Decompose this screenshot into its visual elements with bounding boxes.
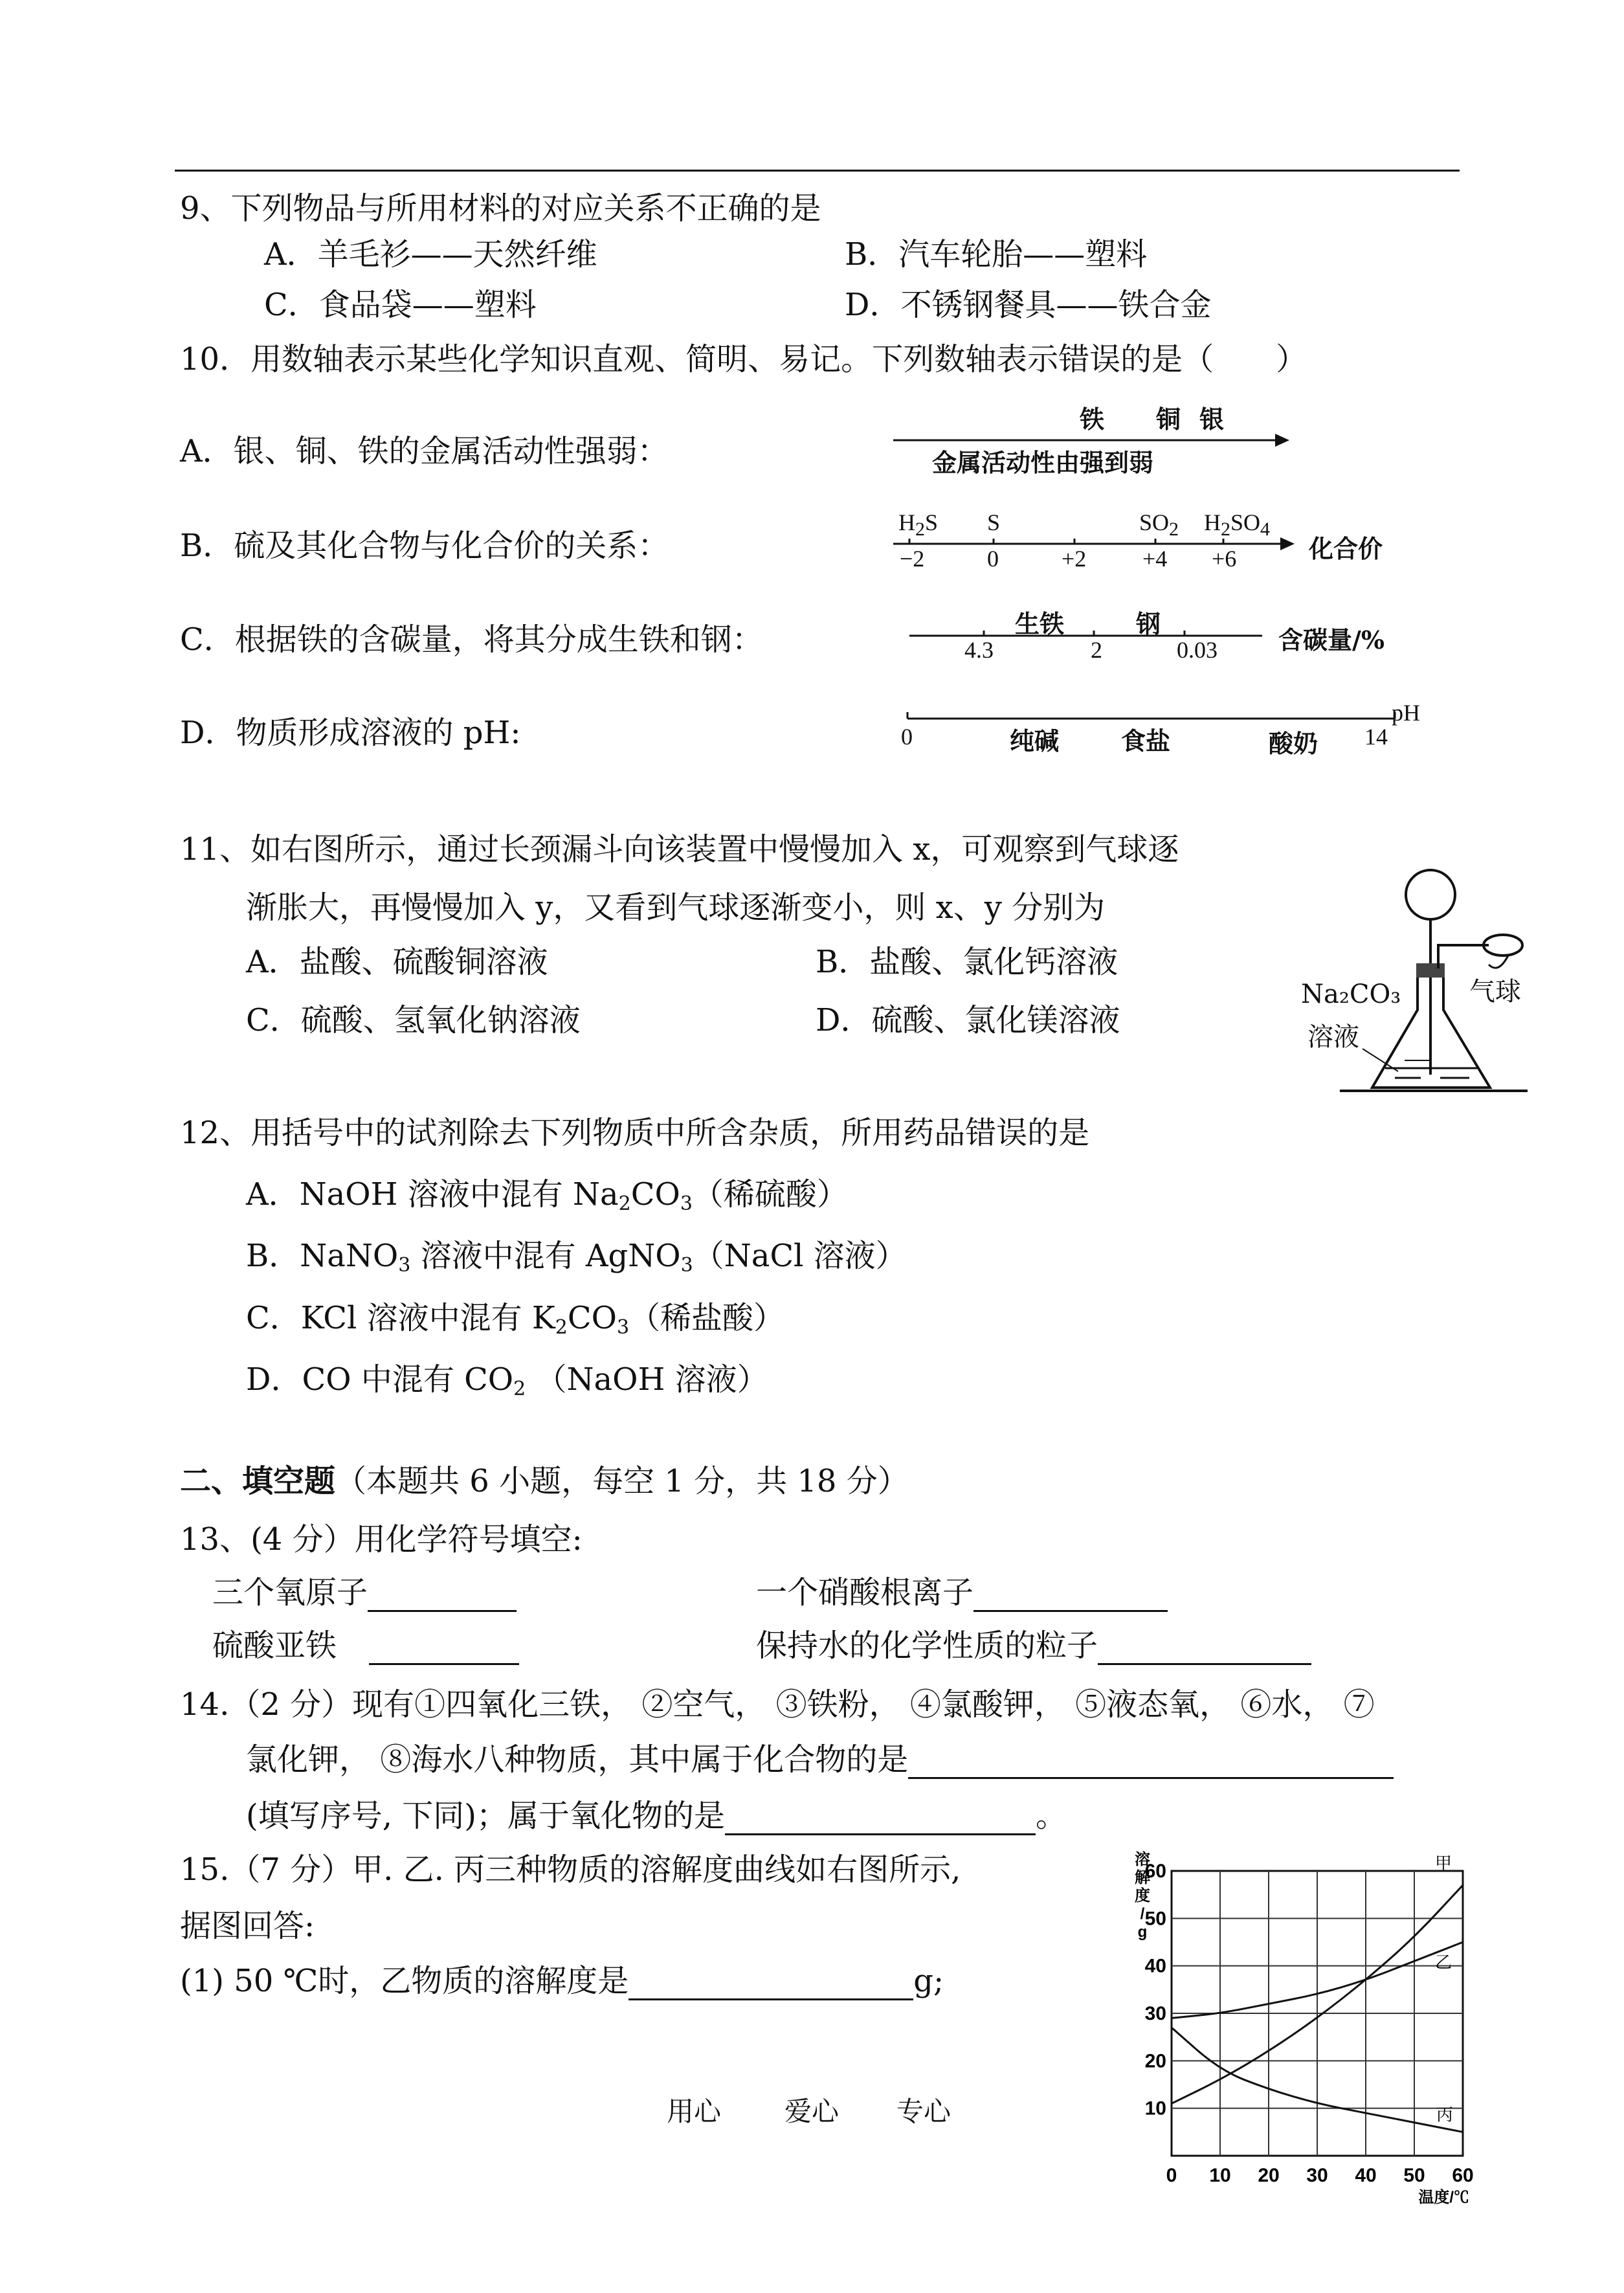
y-tick-label: 50 <box>1144 1908 1166 1930</box>
q10-option-c: C．根据铁的含碳量，将其分成生铁和钢： <box>180 621 763 658</box>
q13-item3: 硫酸亚铁 <box>212 1626 519 1665</box>
axis-d-unit: pH <box>1392 700 1420 726</box>
axis-b-tick-6: +6 <box>1212 546 1237 572</box>
q12-stem: 12、用括号中的试剂除去下列物质中所含杂质，所用药品错误的是 <box>180 1115 1090 1151</box>
y-tick-label: 20 <box>1144 2050 1166 2072</box>
q10-option-d: D．物质形成溶液的 pH: <box>180 715 521 751</box>
axis-c-tick-4-3: 4.3 <box>964 637 994 663</box>
axis-d-label-soda: 纯碱 <box>1010 726 1060 755</box>
axis-b-tick-neg2: −2 <box>900 546 925 572</box>
axis-c-tick-2: 2 <box>1091 637 1102 663</box>
y-tick-label: 10 <box>1144 2097 1166 2120</box>
q14-blank1[interactable] <box>908 1747 1394 1779</box>
q9-option-c: C．食品袋——塑料 <box>264 287 537 323</box>
q11-option-c: C．硫酸、氢氧化钠溶液 <box>246 1002 581 1038</box>
q12-option-d: D．CO 中混有 $CO_2$ （NaOH 溶液） <box>246 1361 768 1400</box>
flask-label-balloon: 气球 <box>1469 977 1521 1007</box>
axis-d-label-yogurt: 酸奶 <box>1269 729 1318 758</box>
q13-item1: 三个氧原子 <box>212 1573 517 1612</box>
q9-option-d: D．不锈钢餐具——铁合金 <box>845 287 1212 323</box>
q12-option-c: C．KCl 溶液中混有 $K_2CO_3$（稀盐酸） <box>246 1300 785 1339</box>
footer-word-2: 爱心 <box>784 2096 840 2127</box>
section2-heading: 二、填空题（本题共 6 小题，每空 1 分，共 18 分） <box>180 1463 909 1499</box>
q9-option-a: A．羊毛衫——天然纤维 <box>264 236 597 273</box>
q13-stem: 13、(4 分）用化学符号填空: <box>180 1521 583 1558</box>
q12-option-a: A．NaOH 溶液中混有 $Na_2CO_3$（稀硫酸） <box>246 1176 848 1215</box>
q11-option-a: A．盐酸、硫酸铜溶液 <box>246 944 548 980</box>
x-tick-label: 30 <box>1306 2165 1328 2186</box>
axis-b-tick-4: +4 <box>1142 546 1168 572</box>
q10-stem: 10．用数轴表示某些化学知识直观、简明、易记。下列数轴表示错误的是（ ） <box>180 341 1307 377</box>
q13-blank2[interactable] <box>973 1580 1168 1612</box>
q13-item4: 保持水的化学性质的粒子 <box>756 1626 1311 1665</box>
y-axis-title-char: g <box>1137 1923 1148 1941</box>
series-label-3: 丙 <box>1436 2105 1454 2125</box>
flask-label-solution-2: 溶液 <box>1307 1022 1359 1052</box>
x-tick-label: 0 <box>1166 2165 1177 2186</box>
axis-b-compound-h2so4: $H_2SO_4$ <box>1204 509 1271 540</box>
axis-c-tick-0-03: 0.03 <box>1177 637 1218 663</box>
series-label-1: 甲 <box>1434 1853 1452 1873</box>
y-tick-label: 60 <box>1144 1861 1166 1882</box>
q10-option-b: B．硫及其化合物与化合价的关系： <box>180 528 669 564</box>
q11-option-d: D．硫酸、氯化镁溶液 <box>816 1002 1120 1038</box>
x-tick-label: 60 <box>1452 2165 1474 2186</box>
q13-item2: 一个硝酸根离子 <box>756 1573 1168 1612</box>
q14-blank2[interactable] <box>725 1804 1036 1835</box>
q11-stem-line2: 渐胀大，再慢慢加入 y，又看到气球逐渐变小，则 x、y 分别为 <box>246 889 1106 926</box>
y-axis-title-char: 解 <box>1135 1869 1150 1886</box>
q13-blank4[interactable] <box>1098 1633 1311 1665</box>
axis-d-start: 0 <box>901 724 913 750</box>
y-axis-title-char: / <box>1140 1905 1145 1923</box>
axis-a-label-silver: 银 <box>1199 405 1225 434</box>
q14-line2: 氯化钾， ⑧海水八种物质，其中属于化合物的是 <box>246 1740 1394 1779</box>
x-tick-label: 50 <box>1403 2165 1425 2186</box>
x-tick-label: 10 <box>1209 2165 1231 2186</box>
top-rule <box>175 170 1460 172</box>
solubility-chart <box>1123 1845 1498 2208</box>
y-tick-label: 40 <box>1144 1955 1166 1977</box>
q11-option-b: B．盐酸、氯化钙溶液 <box>816 944 1118 980</box>
q14-line3: (填写序号, 下同)；属于氧化物的是 。 <box>246 1798 1067 1834</box>
y-axis-title-char: 度 <box>1135 1887 1150 1905</box>
q11-stem-line1: 11、如右图所示，通过长颈漏斗向该装置中慢慢加入 x，可观察到气球逐 <box>180 831 1179 867</box>
axis-b-tick-0: 0 <box>987 546 999 572</box>
axis-b-compound-h2s: $H_2S$ <box>898 509 939 540</box>
axis-a-caption: 金属活动性由强到弱 <box>932 448 1154 477</box>
x-tick-label: 20 <box>1258 2165 1280 2186</box>
axis-d-label-salt: 食盐 <box>1121 726 1171 755</box>
axis-d-end: 14 <box>1364 724 1388 750</box>
x-axis-title: 温度/℃ <box>1418 2189 1469 2206</box>
axis-a-label-iron: 铁 <box>1080 405 1105 434</box>
axis-c-caption: 含碳量/% <box>1278 625 1385 654</box>
q15-line3: (1) 50 ℃时，乙物质的溶解度是 g; <box>180 1963 944 1999</box>
q15-line1: 15.（7 分）甲. 乙. 丙三种物质的溶解度曲线如右图所示, <box>180 1851 961 1888</box>
x-tick-label: 40 <box>1355 2165 1377 2186</box>
flask-label-solution: Na₂CO₃ <box>1301 979 1401 1009</box>
axis-b-compound-so2: $SO_2$ <box>1139 509 1179 540</box>
q10-option-a: A．银、铜、铁的金属活动性强弱： <box>180 433 669 469</box>
series-label-2: 乙 <box>1434 1952 1452 1972</box>
q13-blank3[interactable] <box>369 1633 519 1665</box>
footer-word-3: 专心 <box>896 2096 951 2127</box>
axis-c-label-pig-iron: 生铁 <box>1015 609 1065 638</box>
q13-blank1[interactable] <box>368 1580 517 1612</box>
q12-option-b: B．NaNO$_3$ 溶液中混有 AgNO$_3$（NaCl 溶液） <box>246 1238 907 1277</box>
y-axis-title-char: 溶 <box>1135 1851 1150 1868</box>
axis-b-tick-2: +2 <box>1062 546 1087 572</box>
y-tick-label: 30 <box>1144 2003 1166 2024</box>
axis-b-caption: 化合价 <box>1309 534 1383 563</box>
q15-blank1[interactable] <box>628 1969 913 2000</box>
q9-stem: 9、下列物品与所用材料的对应关系不正确的是 <box>180 190 821 227</box>
q14-line1: 14.（2 分）现有①四氧化三铁， ②空气， ③铁粉， ④氯酸钾， ⑤液态氧， ⑥水， ⑦ <box>180 1686 1375 1723</box>
axis-a-label-copper: 铜 <box>1156 405 1181 434</box>
q9-option-b: B．汽车轮胎——塑料 <box>845 236 1148 273</box>
axis-c-label-steel: 钢 <box>1136 609 1161 638</box>
q15-line2: 据图回答: <box>180 1908 315 1944</box>
footer-word-1: 用心 <box>667 2096 722 2127</box>
axis-b-compound-s: S <box>987 509 1001 535</box>
